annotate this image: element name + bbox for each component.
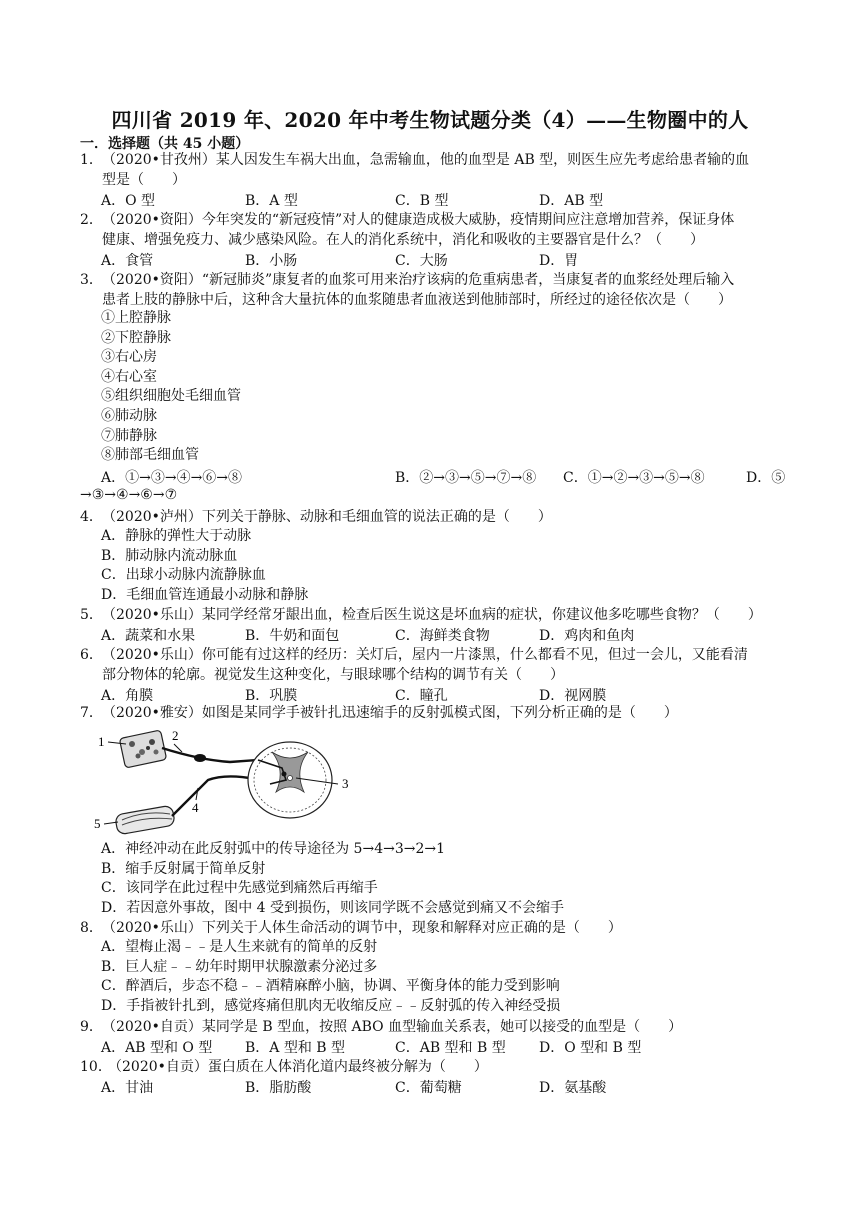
option-d: D．O 型和 B 型 [539,1040,642,1056]
question-number: 8． [80,920,103,936]
option-d: D．氨基酸 [539,1080,607,1096]
question-number: 7． [80,705,103,721]
question-text-line: （2020•资阳）今年突发的“新冠疫情”对人的健康造成极大威胁，疫情期间应注意增加营养，保证身体 [102,212,735,228]
option-c: C．醉酒后，步态不稳﹣﹣酒精麻醉小脑，协调、平衡身体的能力受到影响 [101,978,560,995]
list-item: ③右心房 [101,349,157,366]
option-c: C．葡萄糖 [395,1080,462,1096]
option-d: D．AB 型 [539,193,604,209]
question-text-line: 健康、增强免疫力、减少感染风险。在人的消化系统中，消化和吸收的主要器官是什么？（ ） [102,232,704,248]
list-item: ⑧肺部毛细血管 [101,447,199,464]
figure-label-4: 4 [192,800,199,815]
question-text-line: （2020•乐山）下列关于人体生命活动的调节中，现象和解释对应正确的是（ ） [102,920,622,936]
option-a: A．神经冲动在此反射弧中的传导途径为 5→4→3→2→1 [101,841,446,857]
question-number: 3． [80,272,103,288]
receptor-skin [119,730,166,768]
option-d: D．若因意外事故，图中 4 受到损伤，则该同学既不会感觉到痛又不会缩手 [101,899,565,916]
numbered-items [101,309,241,466]
options-row [101,250,801,270]
figure-label-5: 5 [94,816,101,831]
question-5 [80,605,790,625]
question-text-line: 型是（ ） [102,172,186,188]
option-c: C．出球小动脉内流静脉血 [101,567,266,584]
option-b: B．A 型和 B 型 [245,1040,346,1056]
option-a: A．望梅止渴﹣﹣是人生来就有的简单的反射 [101,939,378,955]
option-a: A．AB 型和 O 型 [101,1040,213,1056]
question-number: 4． [80,509,103,525]
question-text-line: （2020•乐山）你可能有过这样的经历：关灯后，屋内一片漆黑，什么都看不见，但过一会儿，又能看清 [102,647,748,663]
option-b: B．小肠 [245,253,298,269]
option-b: B．牛奶和面包 [245,628,340,644]
option-b: B．肺动脉内流动脉血 [101,547,238,564]
option-b: B．A 型 [245,193,298,209]
list-item: ①上腔静脉 [101,310,171,326]
option-d: D．胃 [539,253,579,269]
question-text-line: 患者上肢的静脉中后，这种含大量抗体的血浆随患者血液送到他肺部时，所经过的途径依次是（ ） [102,292,732,308]
question-number: 9． [80,1019,103,1035]
question-8 [80,918,790,938]
option-c: C．瞳孔 [395,688,448,704]
option-a: A．静脉的弹性大于动脉 [101,528,252,544]
figure-label-3: 3 [342,776,349,791]
question-text-line: （2020•资阳）“新冠肺炎”康复者的血浆可用来治疗该病的危重病患者，当康复者的血浆经处理后输入 [102,272,735,288]
option-b: B．巩膜 [245,688,298,704]
list-item: ⑤组织细胞处毛细血管 [101,388,241,405]
option-a: A．蔬菜和水果 [101,628,196,644]
options-row [101,625,801,645]
option-c: C．该同学在此过程中先感觉到痛然后再缩手 [101,880,378,897]
question-1 [80,150,790,190]
option-d: D．⑤ [746,470,786,486]
option-c: C．B 型 [395,193,449,209]
option-b: B．缩手反射属于简单反射 [101,860,266,877]
option-a: A．角膜 [101,688,154,704]
question-text-line: （2020•雅安）如图是某同学手被针扎迅速缩手的反射弧模式图，下列分析正确的是（ ） [102,705,678,721]
question-number: 6． [80,647,103,663]
option-wrap-line [80,487,780,507]
question-3 [80,270,790,310]
question-7 [80,703,790,723]
option-c: C．海鲜类食物 [395,628,490,644]
option-list [101,938,560,1016]
ganglion [194,754,206,762]
reflex-arc-diagram [90,722,380,837]
option-a: A．O 型 [101,193,156,209]
options-row [101,1037,801,1057]
question-text-line: 部分物体的轮廓。视觉发生这种变化，与眼球哪个结构的调节有关（ ） [102,667,564,683]
options-row [101,1077,801,1097]
sensory-nerve [162,748,258,762]
option-a: A．食管 [101,253,154,269]
question-text-line: （2020•甘孜州）某人因发生车祸大出血，急需输血，他的血型是 AB 型，则医生应先考虑给患者输的血 [102,152,750,168]
option-d-continued: →③→④→⑥→⑦ [80,487,178,503]
figure-label-2: 2 [172,728,179,743]
option-list [101,527,308,605]
question-number: 5． [80,607,103,623]
question-text-line: （2020•自贡）蛋白质在人体消化道内最终被分解为（ ） [108,1059,488,1075]
list-item: ⑥肺动脉 [101,407,157,424]
list-item: ⑦肺静脉 [101,427,157,444]
option-d: D．视网膜 [539,688,607,704]
option-b: B．②→③→⑤→⑦→⑧ [395,470,537,486]
question-4 [80,507,790,527]
option-list [101,840,564,918]
list-item: ④右心室 [101,368,157,385]
question-number: 2． [80,212,103,228]
option-d: D．毛细血管连通最小动脉和静脉 [101,586,309,603]
option-c: C．①→②→③→⑤→⑧ [563,470,705,486]
option-a: A．甘油 [101,1080,154,1096]
question-text-line: （2020•自贡）某同学是 B 型血，按照 ABO 血型输血关系表，她可以接受的血型是（ ） [102,1019,683,1035]
option-a: A．①→③→④→⑥→⑧ [101,470,243,486]
question-text-line: （2020•乐山）某同学经常牙龈出血，检查后医生说这是坏血病的症状，你建议他多吃哪些食物？（ ） [102,607,762,623]
question-6 [80,645,790,685]
question-number: 10． [80,1059,112,1075]
question-number: 1． [80,152,103,168]
list-item: ②下腔静脉 [101,329,171,346]
page-title: 四川省 2019 年、2020 年中考生物试题分类（4）——生物圈中的人 [111,108,749,132]
question-9 [80,1017,790,1037]
option-b: B．脂肪酸 [245,1080,312,1096]
figure-label-1: 1 [98,734,105,749]
option-b: B．巨人症﹣﹣幼年时期甲状腺激素分泌过多 [101,958,378,975]
section-heading: 一．选择题（共 45 小题） [80,136,250,152]
options-row [101,190,801,210]
question-text-line: （2020•泸州）下列关于静脉、动脉和毛细血管的说法正确的是（ ） [102,509,552,525]
question-10 [80,1057,790,1077]
options-row [101,685,801,705]
option-d: D．鸡肉和鱼肉 [539,628,635,644]
option-c: C．AB 型和 B 型 [395,1040,506,1056]
effector-muscle [115,805,176,835]
question-2 [80,210,790,250]
spinal-cord [248,742,332,818]
option-d: D．手指被针扎到，感觉疼痛但肌肉无收缩反应﹣﹣反射弧的传入神经受损 [101,997,561,1014]
option-c: C．大肠 [395,253,448,269]
options-row [101,467,801,487]
